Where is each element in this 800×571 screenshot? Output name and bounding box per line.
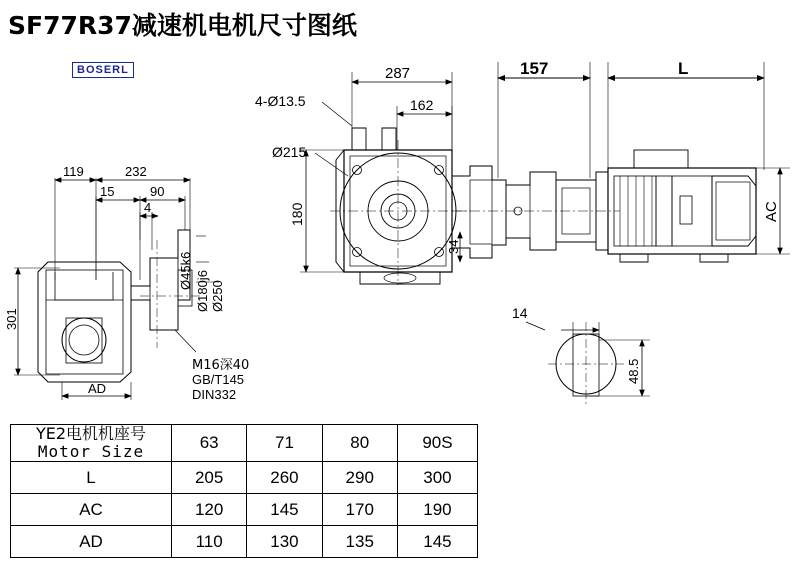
svg-text:180: 180 (289, 202, 305, 226)
cell: 135 (322, 526, 397, 558)
cell: 145 (397, 526, 477, 558)
table-row (11, 425, 478, 462)
cell: 63 (172, 425, 247, 462)
brand-logo: BOSERL (72, 62, 134, 78)
cell: 120 (172, 494, 247, 526)
cell: 145 (247, 494, 322, 526)
cell: 170 (322, 494, 397, 526)
svg-text:34: 34 (446, 239, 461, 254)
cell: 71 (247, 425, 322, 462)
row-label-ad: AD (11, 526, 172, 558)
svg-text:232: 232 (125, 164, 147, 179)
svg-text:15: 15 (100, 184, 115, 199)
cell: 260 (247, 462, 322, 494)
dim-ac: AC (763, 201, 780, 222)
svg-text:Ø45k6: Ø45k6 (178, 251, 193, 290)
svg-text:14: 14 (512, 305, 528, 321)
cell: 300 (397, 462, 477, 494)
svg-text:GB/T145: GB/T145 (192, 372, 245, 387)
cell: 80 (322, 425, 397, 462)
svg-text:90: 90 (150, 184, 165, 199)
table-row (11, 526, 478, 558)
svg-text:M16深40: M16深40 (192, 358, 250, 373)
svg-text:Ø180j6: Ø180j6 (195, 270, 210, 312)
table-row (11, 462, 478, 494)
svg-text:287: 287 (385, 65, 411, 82)
dim-ad: AD (88, 381, 107, 396)
svg-text:4: 4 (144, 200, 152, 215)
svg-text:Ø215: Ø215 (272, 144, 307, 160)
page-title: SF77R37减速机电机尺寸图纸 (8, 11, 357, 40)
row-label-motor-size: YE2电机机座号 Motor Size (11, 425, 172, 462)
svg-text:301: 301 (4, 308, 19, 330)
svg-text:162: 162 (410, 97, 434, 113)
cell: 290 (322, 462, 397, 494)
cell: 130 (247, 526, 322, 558)
svg-text:4-Ø13.5: 4-Ø13.5 (255, 93, 306, 109)
svg-text:DIN332: DIN332 (192, 387, 237, 402)
cell: 110 (172, 526, 247, 558)
svg-text:157: 157 (520, 59, 549, 78)
cell: 190 (397, 494, 477, 526)
cell: 205 (172, 462, 247, 494)
row-label-l: L (11, 462, 172, 494)
svg-text:48.5: 48.5 (626, 358, 641, 384)
dim-L: L (678, 59, 689, 78)
table-row (11, 494, 478, 526)
svg-text:Ø250: Ø250 (210, 280, 225, 312)
row-label-ac: AC (11, 494, 172, 526)
svg-text:119: 119 (63, 164, 84, 179)
cell: 90S (397, 425, 477, 462)
motor-size-table (10, 424, 478, 558)
